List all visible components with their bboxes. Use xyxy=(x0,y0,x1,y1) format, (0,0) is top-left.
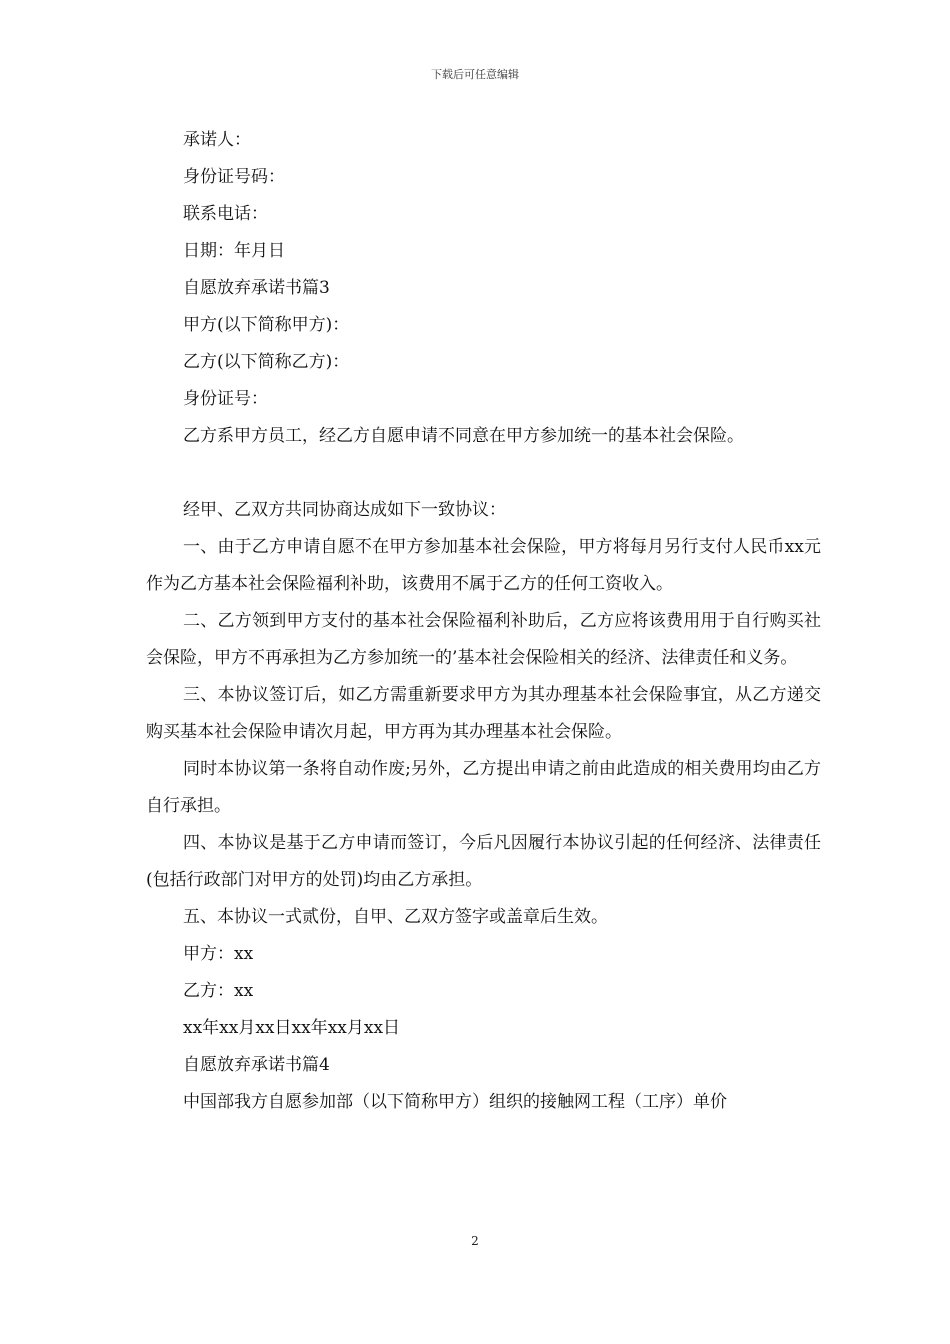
signature-party-a: 甲方：xx xyxy=(183,944,254,964)
intro-line: 乙方系甲方员工，经乙方自愿申请不同意在甲方参加统一的基本社会保险。 xyxy=(183,426,744,446)
blank-line xyxy=(146,455,821,492)
page-number: 2 xyxy=(471,1234,479,1248)
promisor-line: 承诺人： xyxy=(183,130,251,150)
date-line: 日期：年月日 xyxy=(183,241,285,261)
section4-title: 自愿放弃承诺书篇4 xyxy=(183,1055,330,1075)
signature-party-b: 乙方：xx xyxy=(183,981,254,1001)
clause-3: 三、本协议签订后，如乙方需重新要求甲方为其办理基本社会保险事宜，从乙方递交购买基本社会保险申请次月起，甲方再为其办理基本社会保险。 xyxy=(146,685,821,742)
clause-4: 四、本协议是基于乙方申请而签订，今后凡因履行本协议引起的任何经济、法律责任(包括行政部门对甲方的处罚)均由乙方承担。 xyxy=(146,833,821,890)
id-no-line: 身份证号： xyxy=(183,389,268,409)
clause-1: 一、由于乙方申请自愿不在甲方参加基本社会保险，甲方将每月另行支付人民币xx元作为乙方基本社会保险福利补助，该费用不属于乙方的任何工资收入。 xyxy=(146,537,821,594)
party-a-line: 甲方(以下简称甲方)： xyxy=(183,315,350,335)
clause-2: 二、乙方领到甲方支付的基本社会保险福利补助后，乙方应将该费用用于自行购买社会保险，甲方不再承担为乙方参加统一的’基本社会保险相关的经济、法律责任和义务。 xyxy=(146,611,821,668)
agreement-lead: 经甲、乙双方共同协商达成如下一致协议： xyxy=(183,500,506,520)
section3-title: 自愿放弃承诺书篇3 xyxy=(183,278,330,298)
section4-start: 中国部我方自愿参加部（以下简称甲方）组织的接触网工程（工序）单价 xyxy=(183,1092,727,1112)
signature-date: xx年xx月xx日xx年xx月xx日 xyxy=(183,1018,401,1038)
id-number-line: 身份证号码： xyxy=(183,167,285,187)
clause-3-note: 同时本协议第一条将自动作废;另外，乙方提出申请之前由此造成的相关费用均由乙方自行承担。 xyxy=(146,759,821,816)
phone-line: 联系电话： xyxy=(183,204,268,224)
page-header: 下载后可任意编辑 xyxy=(431,68,519,81)
party-b-line: 乙方(以下简称乙方)： xyxy=(183,352,350,372)
clause-5: 五、本协议一式贰份，自甲、乙双方签字或盖章后生效。 xyxy=(183,907,608,927)
document-body xyxy=(146,122,821,1121)
